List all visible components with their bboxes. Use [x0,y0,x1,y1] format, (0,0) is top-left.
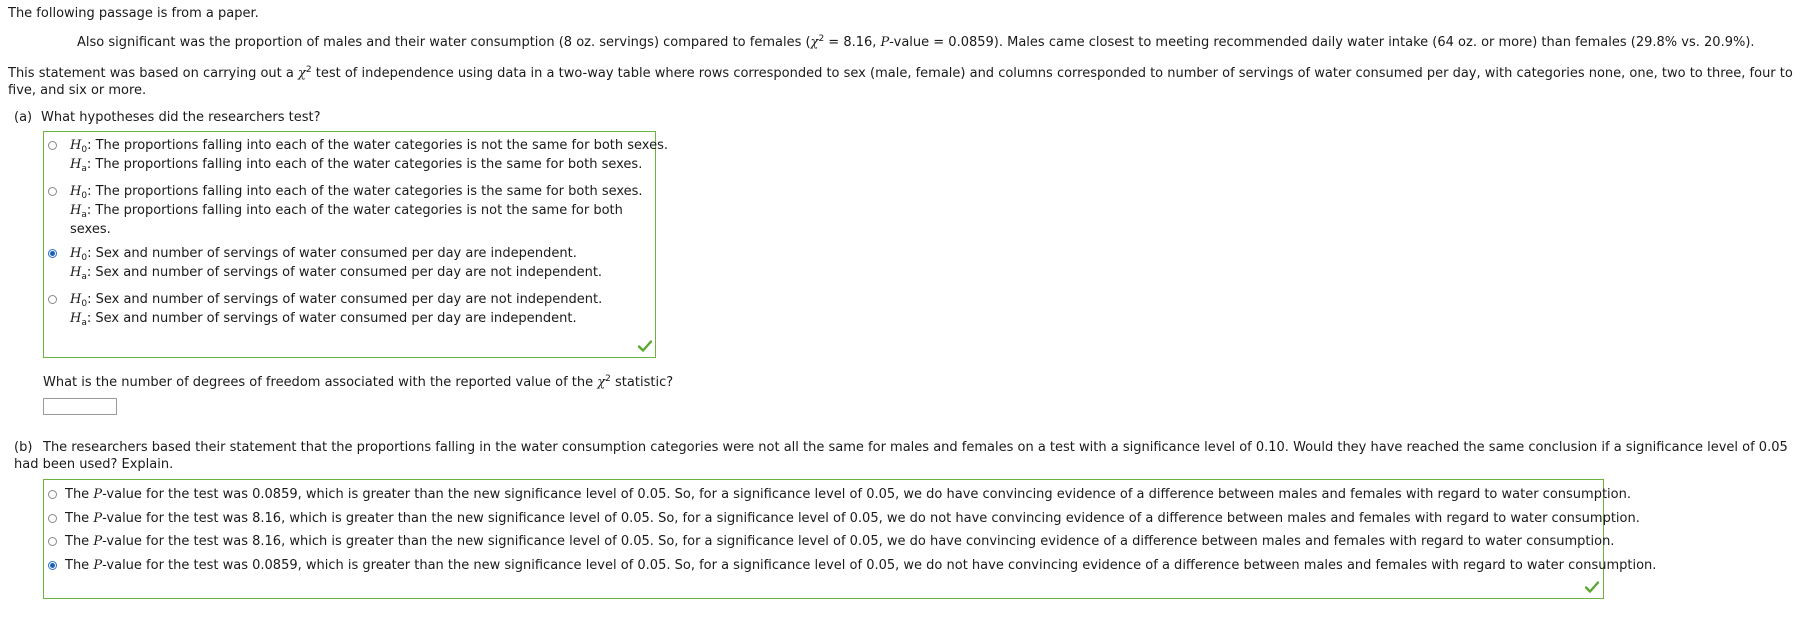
alt-hypothesis: $H_a$: The proportions falling into each of the water categories is not the same for both [70,203,623,220]
alt-hypothesis: $H_a$: Sex and number of servings of water consumed per day are independent. [70,311,577,328]
null-hypothesis: $H_0$: Sex and number of servings of water consumed per day are independent. [70,246,577,263]
quoted-passage: Also significant was the proportion of males and their water consumption (8 oz. servings) compared to females ($\chi^2 = 8.16$, P-value = 0.0859). Males came closest to meeting recommended daily water intake (64 oz. or more) than females (29.8% vs. 20.9%). [77,34,1755,50]
part-a-question: (a) What hypotheses did the researchers test? [14,110,321,125]
option-text: The P-value for the test was 8.16, which is greater than the new significance level of 0.05. So, for a significance level of 0.05, we do not have convincing evidence of a difference between males and females with regard to water consumption. [65,511,1640,526]
option-text: The P-value for the test was 0.0859, which is greater than the new significance level of 0.05. So, for a significance level of 0.05, we do have convincing evidence of a difference between males and females with regard to water consumption. [65,487,1631,502]
radio-button[interactable] [48,537,57,546]
statement-text: This statement was based on carrying out a $\chi^2$ test of independence using data in a two-way table where rows corresponded to sex (male, female) and columns corresponded to number of servings of water consumed per day, with categories none, one, two to three, four to five, and six or more. [8,65,1793,98]
radio-button-selected[interactable] [48,249,57,258]
degrees-of-freedom-question: What is the number of degrees of freedom associated with the reported value of the $\chi^2$ statistic? [43,374,674,390]
part-a-answer-box [43,131,668,358]
alt-hypothesis-continued: sexes. [70,222,111,237]
part-b-answer-box [43,479,1657,599]
radio-button[interactable] [48,295,57,304]
null-hypothesis: $H_0$: Sex and number of servings of water consumed per day are not independent. [70,292,603,309]
alt-hypothesis: $H_a$: Sex and number of servings of water consumed per day are not independent. [70,265,603,282]
option-text: The P-value for the test was 0.0859, which is greater than the new significance level of 0.05. So, for a significance level of 0.05, we do not have convincing evidence of a difference between males and females with regard to water consumption. [65,558,1657,573]
option-text: The P-value for the test was 8.16, which is greater than the new significance level of 0.05. So, for a significance level of 0.05, we do have convincing evidence of a difference between males and females with regard to water consumption. [65,534,1615,549]
null-hypothesis: $H_0$: The proportions falling into each of the water categories is not the same for both sexes. [70,138,668,155]
null-hypothesis: $H_0$: The proportions falling into each of the water categories is the same for both sexes. [70,184,643,201]
checkmark-icon [1585,581,1599,593]
alt-hypothesis: $H_a$: The proportions falling into each of the water categories is the same for both sexes. [70,157,643,174]
intro-text: The following passage is from a paper. [8,6,259,21]
degrees-of-freedom-input[interactable] [43,398,117,415]
radio-button[interactable] [48,141,57,150]
checkmark-icon [638,340,652,352]
radio-button[interactable] [48,187,57,196]
radio-button[interactable] [48,514,57,523]
radio-button[interactable] [48,490,57,499]
radio-button-selected[interactable] [48,561,57,570]
part-b-question: (b) The researchers based their statement that the proportions falling in the water consumption categories were not all the same for males and females on a test with a significance level of 0.10. Would they have reached the same conclusion if a significance level of 0.05 had been used? Explain. [14,440,1788,472]
